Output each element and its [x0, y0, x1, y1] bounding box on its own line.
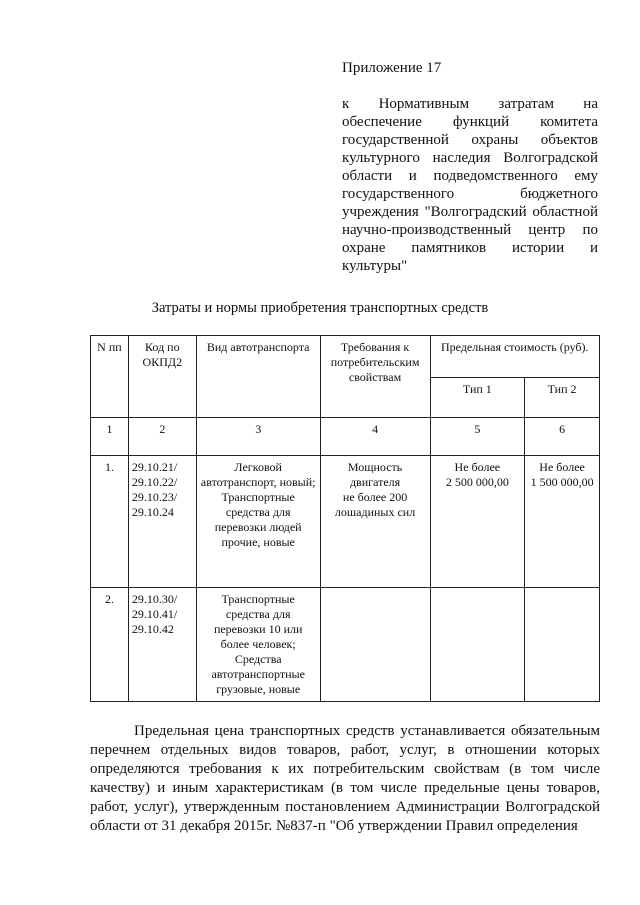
column-number-3: 3	[196, 418, 320, 456]
column-number-6: 6	[525, 418, 600, 456]
column-number-2: 2	[128, 418, 196, 456]
header-code: Код по ОКПД2	[128, 336, 196, 418]
appendix-title: Приложение 17	[342, 60, 442, 76]
column-number-1: 1	[91, 418, 129, 456]
table-row	[91, 588, 600, 702]
header-kind: Вид автотранспорта	[196, 336, 320, 418]
row-type1: Не более 2 500 000,00	[430, 456, 525, 588]
row-type2: Не более 1 500 000,00	[525, 456, 600, 588]
row-requirements	[320, 588, 430, 702]
column-number-4: 4	[320, 418, 430, 456]
header-type2: Тип 2	[525, 378, 600, 418]
body-paragraph-text: Предельная цена транспортных средств устанавливается обязательным перечнем отдельных видов товаров, работ, услуг, в отношении которых определяются требования к их потребительским свойствам (в том числе качеству) и иным характеристикам (в том числе предельные цены товаров, работ, услуг), утвержденным постановлением Администрации Волгоградской области от 31 декабря 2015г. №837-п "Об утверждении Правил определения	[90, 723, 600, 834]
header-requirements: Требования к потребительским свойствам	[320, 336, 430, 418]
body-paragraph	[90, 722, 600, 836]
row-kind: Транспортные средства для перевозки 10 или более человек; Средства автотранспортные грузовые, новые	[196, 588, 320, 702]
row-requirements: Мощность двигателя не более 200 лошадиных сил	[320, 456, 430, 588]
row-num: 1.	[91, 456, 129, 588]
row-type2	[525, 588, 600, 702]
header-num: N пп	[91, 336, 129, 418]
row-kind: Легковой автотранспорт, новый; Транспортные средства для перевозки людей прочие, новые	[196, 456, 320, 588]
row-code: 29.10.21/ 29.10.22/ 29.10.23/ 29.10.24	[128, 456, 196, 588]
row-code: 29.10.30/ 29.10.41/ 29.10.42	[128, 588, 196, 702]
row-type1	[430, 588, 525, 702]
table-title: Затраты и нормы приобретения транспортных средств	[151, 300, 489, 316]
column-number-5: 5	[430, 418, 525, 456]
header-type1: Тип 1	[430, 378, 525, 418]
appendix-reference-text: к Нормативным затратам на обеспечение функций комитета государственной охраны объектов культурного наследия Волгоградской области и подведомственного ему государственного бюджетного учреждения "Волгоградский областной научно-производственный центр по охране памятников истории и культуры"	[342, 96, 598, 274]
row-num: 2.	[91, 588, 129, 702]
table-row	[91, 456, 600, 588]
header-limit-cost: Предельная стоимость (руб).	[430, 336, 599, 378]
transport-costs-table	[90, 335, 600, 702]
